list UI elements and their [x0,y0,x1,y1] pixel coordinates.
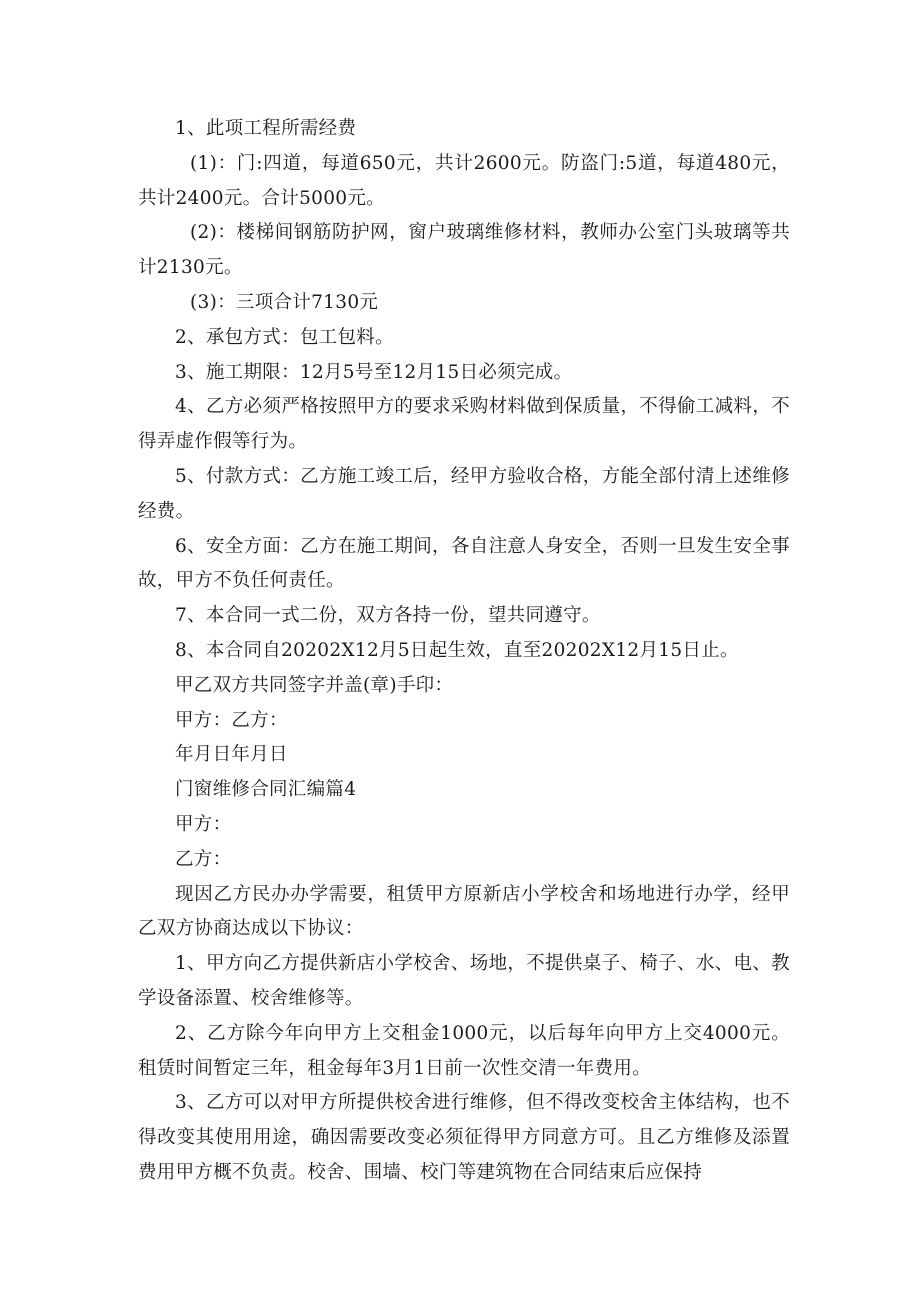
party-a-label: 甲方： [175,813,232,835]
clause-5: 5、付款方式：乙方施工竣工后，经甲方验收合格，方能全部付清上述维修经费。 [138,465,790,522]
agreement-clause-3: 3、乙方可以对甲方所提供校舍进行维修，但不得改变校舍主体结构，也不得改变其使用用途，确因需要改变必须征得甲方同意方可。且乙方维修及添置费用甲方概不负责。校舍、围墙、校门等建筑物在合同结束后应保持 [138,1092,790,1183]
clause-4: 4、乙方必须严格按照甲方的要求采购材料做到保质量，不得偷工减料，不得弄虚作假等行为。 [138,396,790,453]
clause-1-item-1: (1)：门:四道，每道650元，共计2600元。防盗门:5道，每道480元，共计2400元。合计5000元。 [138,152,790,209]
clause-1-item-2: (2)：楼梯间钢筋防护网，窗户玻璃维修材料，教师办公室门头玻璃等共计2130元。 [138,222,790,279]
clause-6: 6、安全方面：乙方在施工期间，各自注意人身安全，否则一旦发生安全事故，甲方不负任何责任。 [138,535,790,592]
clause-3: 3、施工期限：12月5号至12月15日必须完成。 [175,361,573,383]
document-body [138,112,790,1191]
clause-1-heading: 1、此项工程所需经费 [175,118,357,139]
signature-instruction: 甲乙双方共同签字并盖(章)手印： [175,674,454,696]
clause-8: 8、本合同自20202X12月5日起生效，直至20202X12月15日止。 [175,639,739,661]
party-b-label: 乙方： [175,848,232,870]
clause-2: 2、承包方式：包工包料。 [175,326,394,348]
preamble: 现因乙方民办办学需要，租赁甲方原新店小学校舍和场地进行办学，经甲乙双方协商达成以下协议： [138,883,790,940]
agreement-clause-2: 2、乙方除今年向甲方上交租金1000元，以后每年向甲方上交4000元。租赁时间暂定三年，租金每年3月1日前一次性交清一年费用。 [138,1022,790,1079]
section-title: 门窗维修合同汇编篇4 [175,779,357,801]
clause-7: 7、本合同一式二份，双方各持一份，望共同遵守。 [175,605,601,627]
agreement-clause-1: 1、甲方向乙方提供新店小学校舍、场地，不提供桌子、椅子、水、电、教学设备添置、校舍维修等。 [138,953,790,1009]
clause-1-item-3: (3)：三项合计7130元 [190,291,379,313]
signature-parties: 甲方：乙方： [175,709,288,731]
signature-dates: 年月日年月日 [175,744,288,766]
